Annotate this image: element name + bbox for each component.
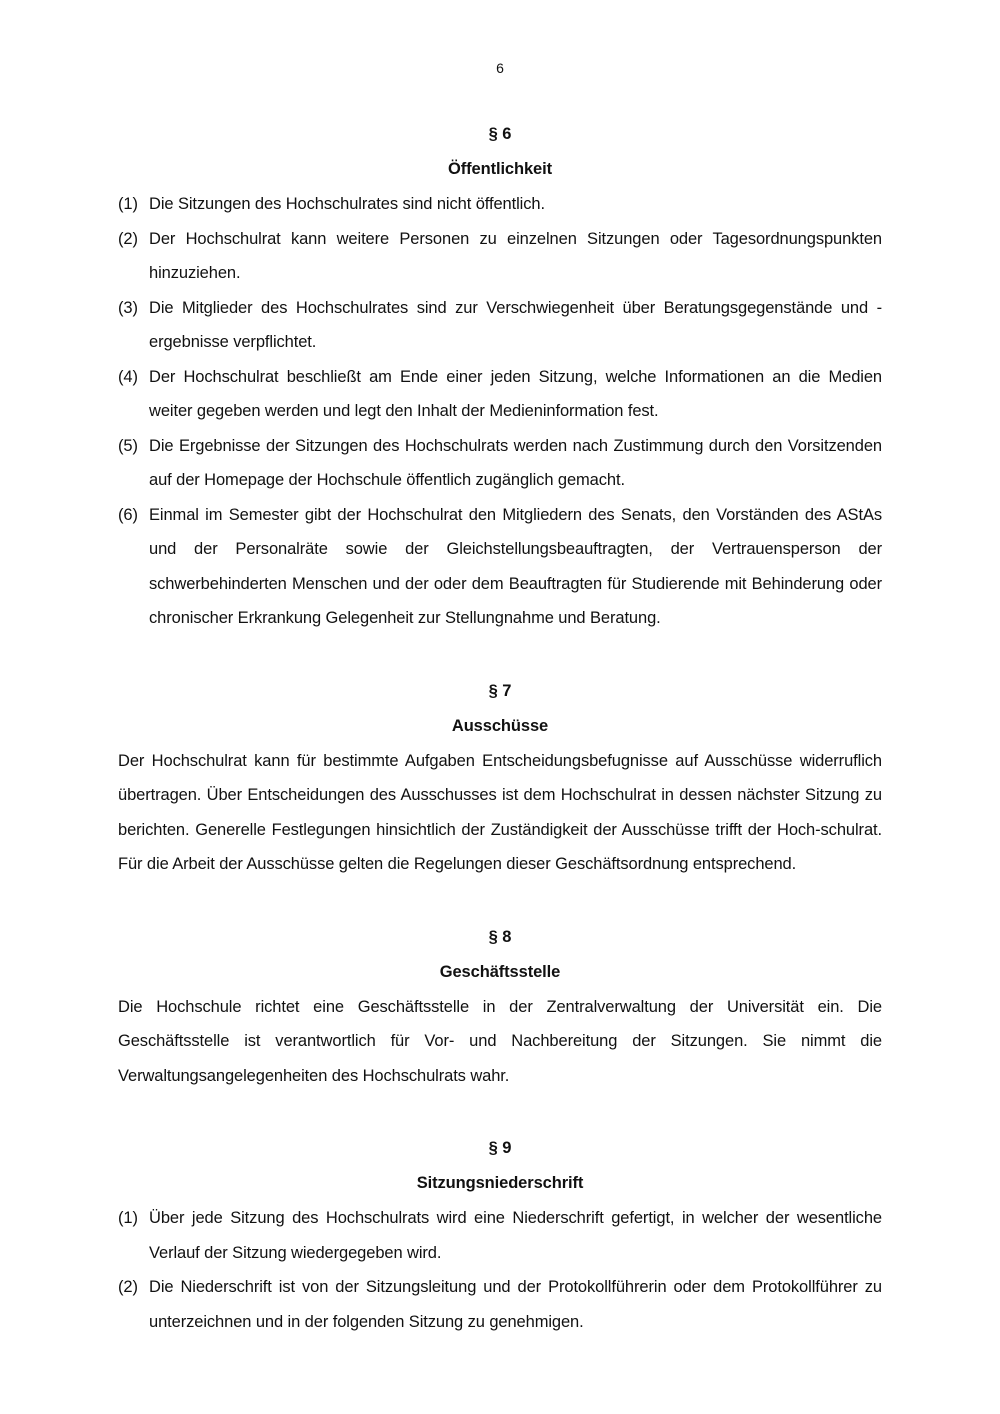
list-item [118, 1270, 882, 1339]
section-6 [118, 117, 882, 636]
list-item [118, 222, 882, 291]
section-title: Öffentlichkeit [447, 160, 553, 178]
item-number: (2) [118, 1278, 138, 1296]
item-text: Die Sitzungen des Hochschulrates sind nicht öffentlich. [149, 195, 545, 213]
section-items [118, 187, 882, 636]
item-number: (6) [118, 505, 138, 524]
item-number: (3) [118, 298, 138, 317]
page-number: 6 [496, 60, 504, 76]
list-item [118, 360, 882, 429]
item-number: (2) [118, 229, 138, 248]
item-number: (5) [118, 436, 138, 455]
list-item [118, 1201, 882, 1270]
section-symbol: § 6 [488, 125, 512, 143]
item-text: Über jede Sitzung des Hochschulrats wird eine Niederschrift gefertigt, in welcher der wesentliche Verlauf der Sitzung wiedergegeben wird. [149, 1209, 882, 1262]
section-7 [118, 674, 882, 882]
document-body [118, 117, 882, 1339]
section-title: Geschäftsstelle [439, 962, 561, 981]
section-symbol: § 7 [488, 681, 512, 700]
section-paragraph: Der Hochschulrat kann für bestimmte Aufgaben Entscheidungsbefugnisse auf Ausschüsse widerruflich übertragen. Über Entscheidungen des Ausschusses ist dem Hochschulrat in dessen nächster Sitzung zu berichten. Generelle Festlegungen hinsichtlich der Zuständigkeit der Ausschüsse trifft der Hoch-schulrat. Für die Arbeit der Ausschüsse gelten die Regelungen dieser Geschäftsordnung entsprechend. [118, 751, 882, 873]
item-text: Der Hochschulrat kann weitere Personen zu einzelnen Sitzungen oder Tagesordnungspunkten hinzuziehen. [149, 229, 882, 282]
item-number: (4) [118, 367, 138, 386]
section-8 [118, 920, 882, 1094]
section-paragraph: Die Hochschule richtet eine Geschäftsstelle in der Zentralverwaltung der Universität ein. Die Geschäftsstelle ist verantwortlich für Vor- und Nachbereitung der Sitzungen. Sie nimmt die Verwaltungsangelegenheiten des Hochschulrats wahr. [118, 997, 882, 1085]
item-text: Einmal im Semester gibt der Hochschulrat den Mitgliedern des Senats, den Vorständen des AStAs und der Personalräte sowie der Gleichstellungsbeauftragten, der Vertrauensperson der schwerbehinderten Menschen und der oder dem Beauftragten für Studierende mit Behinderung oder chronischer Erkrankung Gelegenheit zur Stellungnahme und Beratung. [149, 505, 882, 627]
list-item [118, 429, 882, 498]
item-text: Die Ergebnisse der Sitzungen des Hochschulrats werden nach Zustimmung durch den Vorsitzenden auf der Homepage der Hochschule öffentlich zugänglich gemacht. [149, 436, 882, 489]
item-text: Die Mitglieder des Hochschulrates sind zur Verschwiegenheit über Beratungsgegenstände und -ergebnisse verpflichtet. [149, 298, 882, 351]
item-number: (1) [118, 1209, 138, 1227]
list-item [118, 291, 882, 360]
section-items [118, 1201, 882, 1339]
section-symbol: § 8 [488, 927, 512, 946]
section-title: Sitzungsniederschrift [416, 1174, 584, 1192]
list-item [118, 187, 882, 222]
item-text: Die Niederschrift ist von der Sitzungsleitung und der Protokollführerin oder dem Protokollführer zu unterzeichnen und in der folgenden Sitzung zu genehmigen. [149, 1278, 882, 1331]
list-item [118, 498, 882, 636]
section-9 [118, 1131, 882, 1339]
section-symbol: § 9 [488, 1139, 512, 1157]
item-text: Der Hochschulrat beschließt am Ende einer jeden Sitzung, welche Informationen an die Medien weiter gegeben werden und legt den Inhalt der Medieninformation fest. [149, 367, 882, 420]
section-title: Ausschüsse [451, 716, 549, 735]
item-number: (1) [118, 195, 138, 213]
